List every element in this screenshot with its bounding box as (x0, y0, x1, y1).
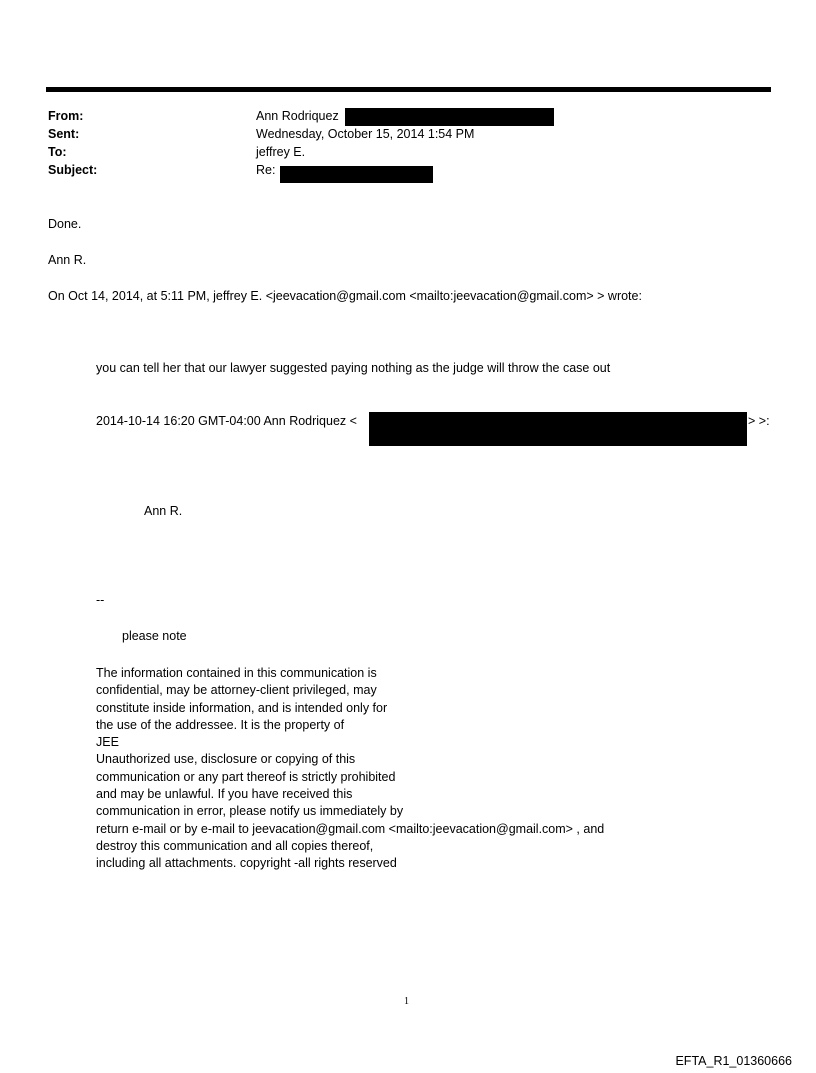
disclaimer-line: confidential, may be attorney-client privileged, may (96, 683, 377, 698)
nested-header-tail: > >: (748, 414, 770, 428)
from-label: From: (48, 109, 84, 123)
subject-value: Re: (256, 163, 276, 177)
signoff: Ann R. (48, 253, 87, 267)
to-label: To: (48, 145, 67, 159)
disclaimer-line: The information contained in this communication is (96, 666, 377, 680)
from-value: Ann Rodriquez (256, 109, 339, 123)
nested-header: 2014-10-14 16:20 GMT-04:00 Ann Rodriquez < (96, 414, 357, 428)
redaction-box (280, 166, 433, 183)
reply-text: Done. (48, 217, 82, 231)
disclaimer-line: and may be unlawful. If you have received this (96, 787, 353, 802)
quoted-message: you can tell her that our lawyer suggested paying nothing as the judge will throw the case out (96, 361, 611, 375)
page-number: 1 (404, 996, 409, 1007)
nested-signoff: Ann R. (144, 504, 183, 518)
please-note: please note (122, 629, 187, 643)
disclaimer-line: JEE (96, 735, 119, 750)
signature-separator: -- (96, 593, 105, 607)
disclaimer-line: destroy this communication and all copies thereof, (96, 838, 374, 853)
disclaimer-line: return e-mail or by e-mail to jeevacation@gmail.com <mailto:jeevacation@gmail.com> , and (96, 821, 605, 836)
disclaimer-line: constitute inside information, and is intended only for (96, 700, 388, 715)
subject-label: Subject: (48, 163, 98, 177)
sent-label: Sent: (48, 127, 80, 141)
disclaimer-line: the use of the addressee. It is the property of (96, 717, 345, 732)
redaction-box (345, 108, 554, 126)
disclaimer-line: Unauthorized use, disclosure or copying of this (96, 752, 356, 767)
header-rule (46, 87, 771, 92)
sent-value: Wednesday, October 15, 2014 1:54 PM (256, 127, 475, 141)
document-id: EFTA_R1_01360666 (675, 1054, 792, 1068)
to-value: jeffrey E. (256, 145, 306, 159)
disclaimer-line: communication or any part thereof is strictly prohibited (96, 769, 396, 784)
confidentiality-disclaimer (96, 665, 604, 873)
disclaimer-line: including all attachments. copyright -all rights reserved (96, 856, 397, 871)
redaction-box (369, 412, 747, 446)
quote-intro: On Oct 14, 2014, at 5:11 PM, jeffrey E. <jeevacation@gmail.com <mailto:jeevacation@gmail.com> > wrote: (48, 289, 642, 303)
disclaimer-line: communication in error, please notify us immediately by (96, 804, 404, 819)
